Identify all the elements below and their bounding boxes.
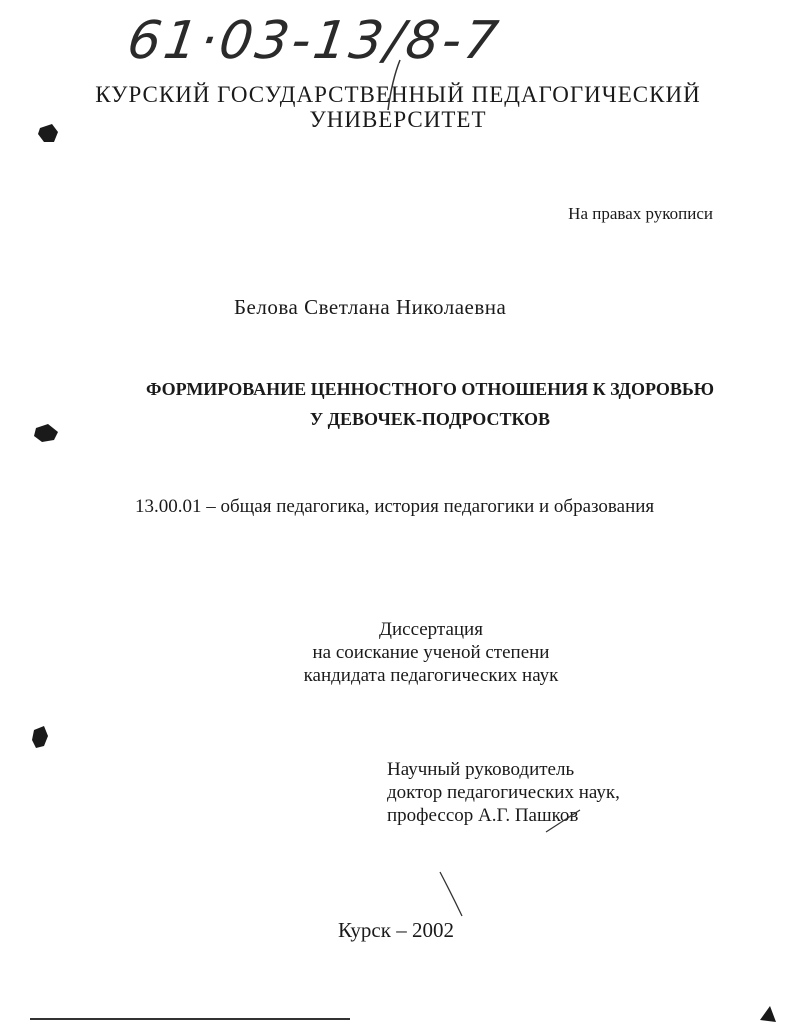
dissertation-title-line-2: У ДЕВОЧЕК-ПОДРОСТКОВ: [309, 409, 551, 429]
handwritten-archive-code: 61·03-13/8-7: [123, 11, 505, 71]
city-and-year: Курск – 2002: [338, 918, 454, 942]
degree-line-2: на соискание ученой степени: [312, 642, 550, 663]
specialty-code: 13.00.01 – общая педагогика, история педагогики и образования: [135, 496, 655, 517]
supervisor-line-1: Научный руководитель: [387, 759, 575, 780]
manuscript-rights-note: На правах рукописи: [568, 204, 713, 223]
binding-hole-mark-top: [38, 124, 58, 142]
degree-line-1: Диссертация: [379, 619, 483, 640]
binding-hole-mark-bottom: [32, 726, 48, 748]
dissertation-title-line-1: ФОРМИРОВАНИЕ ЦЕННОСТНОГО ОТНОШЕНИЯ К ЗДОРОВЬЮ: [145, 379, 715, 399]
university-name-line-1: КУРСКИЙ ГОСУДАРСТВЕННЫЙ ПЕДАГОГИЧЕСКИЙ: [95, 82, 701, 107]
corner-scan-mark: [760, 1006, 776, 1022]
pen-check-stroke: [440, 872, 462, 916]
bottom-scan-edge: [30, 1018, 350, 1020]
degree-line-3: кандидата педагогических наук: [303, 665, 559, 686]
signature-stroke: [546, 810, 580, 832]
supervisor-line-3: профессор А.Г. Пашков: [387, 805, 579, 826]
binding-hole-marks: [32, 124, 58, 748]
binding-hole-mark-middle: [34, 424, 58, 442]
supervisor-line-2: доктор педагогических наук,: [387, 782, 620, 803]
pen-stroke-mark: [388, 60, 400, 110]
university-name-line-2: УНИВЕРСИТЕТ: [309, 107, 487, 132]
author-name: Белова Светлана Николаевна: [234, 295, 507, 319]
